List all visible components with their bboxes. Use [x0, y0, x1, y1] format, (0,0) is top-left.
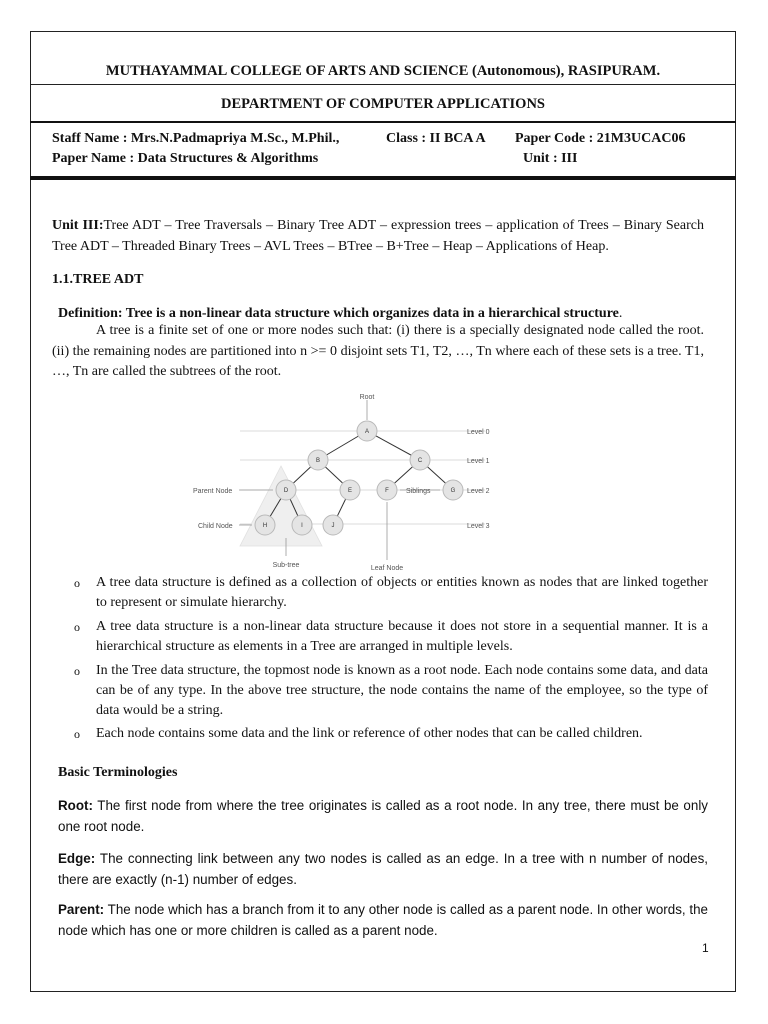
unit-intro	[52, 216, 704, 257]
page-number: 1	[702, 941, 709, 955]
level-2-label: Level 2	[467, 488, 490, 495]
paper-code: Paper Code : 21M3UCAC06	[515, 131, 686, 146]
leaf-node-label: Leaf Node	[370, 565, 404, 572]
definition-end: .	[618, 306, 623, 321]
unit-intro-label: Unit III:	[52, 218, 104, 233]
node-g-label: G	[450, 488, 456, 494]
node-c-label: C	[417, 458, 423, 464]
header-divider-2	[30, 121, 736, 123]
child-node-label: Child Node	[198, 523, 233, 530]
siblings-label: Siblings	[406, 488, 431, 495]
node-a-label: A	[364, 429, 370, 435]
class-info: Class : II BCA A	[386, 131, 486, 146]
node-e-label: E	[347, 488, 353, 494]
node-i-label: I	[301, 523, 303, 529]
staff-name: Staff Name : Mrs.N.Padmapriya M.Sc., M.Phil.,	[52, 131, 340, 146]
subtree-label: Sub-tree	[272, 562, 300, 569]
list-item: A tree data structure is defined as a collection of objects or entities known as nodes that are linked together to represent or simulate hierarchy.	[96, 575, 708, 611]
header-divider	[30, 84, 736, 85]
node-b-label: B	[315, 458, 321, 464]
department-title: DEPARTMENT OF COMPUTER APPLICATIONS	[220, 96, 545, 112]
subtree-triangle	[240, 466, 322, 546]
list-item: In the Tree data structure, the topmost node is known as a root node. Each node contains some data, and data can be of any type. In the above tree structure, the node contains the name of the employee, so the type of data would be a string.	[96, 663, 708, 719]
node-f-label: F	[385, 488, 389, 494]
level-1-label: Level 1	[467, 458, 490, 465]
edge-text: The connecting link between any two nodes is called as an edge. In a tree with n number of nodes, there are exactly (n-1) number of edges.	[58, 851, 708, 887]
parent-definition	[58, 900, 708, 941]
root-term: Root:	[58, 798, 93, 813]
tree-diagram	[185, 388, 505, 576]
node-h-label: H	[262, 523, 268, 529]
header-thick-divider	[30, 176, 736, 180]
edge-definition	[58, 849, 708, 890]
parent-text: The node which has a branch from it to any other node is called as a parent node. In other words, the node which has one or more children is called as a parent node.	[58, 902, 708, 938]
terminology-title: Basic Terminologies	[58, 765, 178, 780]
node-j-label: J	[331, 523, 335, 529]
section-title: 1.1.TREE ADT	[52, 272, 144, 287]
root-definition	[58, 796, 708, 837]
node-d-label: D	[283, 488, 289, 494]
bullet-marker: o	[74, 620, 80, 634]
bullet-marker: o	[74, 727, 80, 741]
unit-label: Unit : III	[523, 151, 578, 166]
bullet-marker: o	[74, 576, 80, 590]
definition-bold: Definition: Tree is a non-linear data structure which organizes data in a hierarchical structure	[58, 306, 619, 321]
list-item: Each node contains some data and the link or reference of other nodes that can be called children.	[96, 726, 643, 741]
root-text: The first node from where the tree originates is called as a root node. In any tree, there must be only one root node.	[58, 798, 708, 834]
parent-node-label: Parent Node	[193, 488, 233, 495]
definition-body: A tree is a finite set of one or more nodes such that: (i) there is a specially designated node called the root. (ii) the remaining nodes are partitioned into n >= 0 disjoint sets T1, T2, …, Tn where each of these sets is a tree. T1, …, Tn are called the subtrees of the root.	[52, 323, 704, 379]
bullet-marker: o	[74, 664, 80, 678]
edge-term: Edge:	[58, 851, 96, 866]
unit-intro-text: Tree ADT – Tree Traversals – Binary Tree ADT – expression trees – application of Trees – Binary Search Tree ADT – Threaded Binary Trees – AVL Trees – BTree – B+Tree – Heap – Applications of Heap.	[52, 218, 704, 254]
level-0-label: Level 0	[467, 429, 490, 436]
college-title: MUTHAYAMMAL COLLEGE OF ARTS AND SCIENCE (Autonomous), RASIPURAM.	[105, 63, 661, 79]
paper-name: Paper Name : Data Structures & Algorithms	[52, 151, 319, 166]
parent-term: Parent:	[58, 902, 105, 917]
list-item: A tree data structure is a non-linear data structure because it does not store in a sequential manner. It is a hierarchical structure as elements in a Tree are arranged in multiple levels.	[96, 619, 708, 655]
level-3-label: Level 3	[467, 523, 490, 530]
root-label: Root	[359, 394, 375, 401]
